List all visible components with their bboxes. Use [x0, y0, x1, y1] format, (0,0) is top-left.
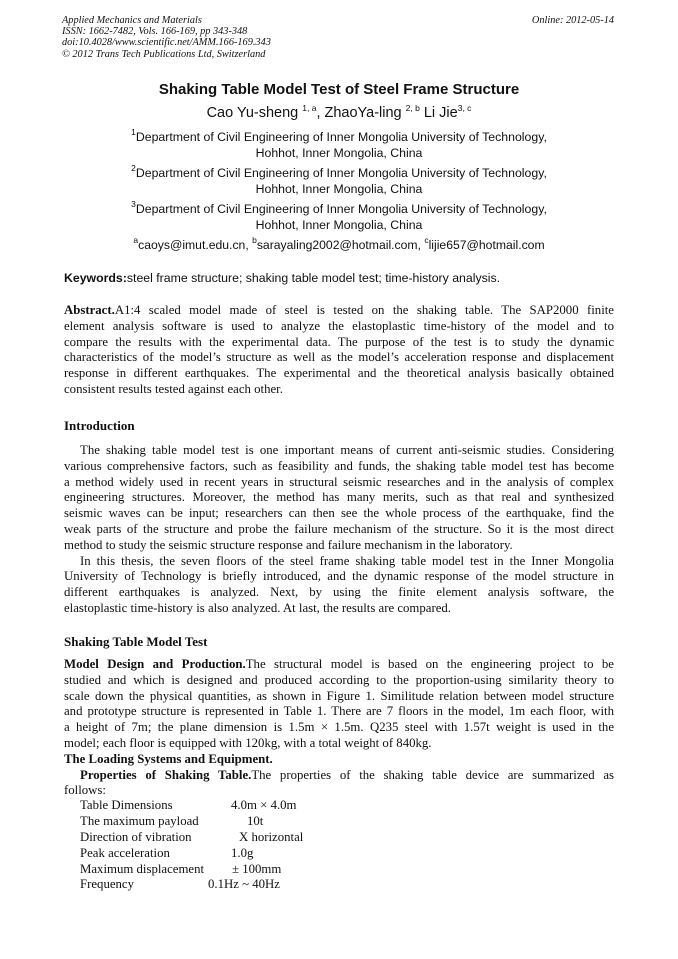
affiliation-3 — [0, 199, 678, 233]
author-affiliation-mark: 1, a — [302, 103, 317, 113]
property-value: ± 100mm — [232, 861, 282, 876]
affiliation-line: Hohhot, Inner Mongolia, China — [255, 145, 423, 160]
property-name: The maximum payload — [80, 813, 199, 828]
affiliation-number: 3 — [131, 199, 136, 209]
property-value: 0.1Hz ~ 40Hz — [208, 877, 280, 892]
body-line: elastoplastic time-history is also analyzed. At last, the results are compared. — [64, 600, 451, 615]
property-row — [80, 861, 282, 878]
body-line: studied and which is designed and produced according to the proportion-using similarity theory to — [64, 672, 614, 687]
email-address: caoys@imut.edu.cn, — [138, 238, 253, 252]
introduction-paragraph-1 — [64, 443, 614, 554]
property-row — [80, 829, 304, 846]
property-name: Direction of vibration — [80, 829, 192, 844]
abstract-line: consistent results tested against each other. — [64, 381, 283, 396]
abstract-label: Abstract. — [64, 303, 115, 317]
abstract-line: A1:4 scaled model made of steel is tested on the shaking table. The SAP2000 finite — [114, 303, 614, 317]
author-list — [0, 105, 678, 121]
property-value: 10t — [247, 813, 264, 828]
body-line: follows: — [64, 783, 106, 798]
section-heading: Shaking Table Model Test — [64, 634, 208, 649]
property-value: 4.0m × 4.0m — [231, 798, 297, 812]
keywords-text: steel frame structure; shaking table model test; time-history analysis. — [126, 271, 501, 285]
property-row — [80, 798, 297, 814]
doi-line: doi:10.4028/www.scientific.net/AMM.166-169.343 — [62, 37, 271, 49]
affiliation-line: Hohhot, Inner Mongolia, China — [255, 217, 423, 232]
body-line: different earthquakes is analyzed. Next, by using the finite element analysis software, the — [64, 585, 614, 600]
online-date: Online: 2012-05-14 — [531, 15, 614, 26]
body-line: a method widely used in recent years in structural seismic researches and in the analysis of complex — [64, 474, 614, 489]
property-row — [80, 877, 280, 893]
property-value: X horizontal — [239, 829, 304, 844]
properties-label: Properties of Shaking Table. — [80, 767, 252, 782]
body-line: method to study the seismic structure response and failure mechanism in the laboratory. — [64, 537, 513, 552]
affiliation-2 — [0, 163, 678, 197]
property-row — [80, 845, 254, 862]
keywords-label: Keywords: — [64, 271, 127, 285]
body-line: scale down the physical quantities, as shown in Figure 1. Similitude relation between model structure — [64, 688, 614, 703]
issn-line: ISSN: 1662-7482, Vols. 166-169, pp 343-348 — [62, 26, 248, 38]
affiliation-line: Hohhot, Inner Mongolia, China — [255, 181, 423, 196]
affiliation-line: Department of Civil Engineering of Inner Mongolia University of Technology, — [135, 166, 547, 180]
property-name: Frequency — [80, 877, 135, 892]
abstract — [64, 303, 614, 398]
email-address: lijie657@hotmail.com — [428, 238, 545, 252]
property-name: Maximum displacement — [80, 861, 205, 876]
author-affiliation-mark: 3, c — [457, 103, 472, 113]
keywords — [64, 271, 500, 285]
property-value: 1.0g — [231, 845, 254, 860]
body-line: various comprehensive factors, such as feasibility and funds, the shaking table model test has become — [64, 458, 614, 473]
introduction-paragraph-2 — [64, 554, 614, 617]
property-row — [80, 813, 264, 830]
email-mark: c — [424, 235, 429, 245]
introduction-heading: Introduction — [64, 418, 135, 433]
abstract-line: element analysis software is used to analyze the elastoplastic time-history of the model and to — [64, 318, 614, 333]
affiliation-line: Department of Civil Engineering of Inner Mongolia University of Technology, — [135, 130, 547, 144]
model-design-label: Model Design and Production. — [64, 657, 246, 671]
author-name: , ZhaoYa-ling — [316, 105, 406, 121]
author-emails — [0, 235, 678, 252]
author-name: Li Jie — [419, 105, 458, 121]
abstract-line: response in different earthquakes. The experimental and the theoretical analysis basically obtained — [64, 366, 614, 381]
email-address: sarayaling2002@hotmail.com, — [256, 238, 425, 252]
loading-systems-heading: The Loading Systems and Equipment. — [64, 751, 273, 766]
property-name: Peak acceleration — [80, 845, 170, 860]
body-line: The properties of the shaking table device are summarized as — [251, 767, 614, 782]
body-line: seismic waves can be input; researchers can then see the whole process of the earthquake, find the — [64, 506, 614, 521]
body-line: University of Technology is briefly introduced, and the dynamic response of the model structure in — [64, 569, 614, 584]
email-mark: a — [133, 235, 139, 245]
model-design-paragraph — [64, 657, 614, 799]
shaking-table-properties — [80, 798, 304, 893]
running-header — [62, 15, 614, 60]
body-line: engineering structures. Moreover, the method has many merits, such as that real and synthesized — [64, 490, 614, 505]
body-line: The shaking table model test is one important means of current anti-seismic studies. Considering — [80, 443, 614, 457]
affiliation-1 — [0, 127, 678, 161]
author-affiliation-mark: 2, b — [405, 103, 420, 113]
journal-name: Applied Mechanics and Materials — [62, 15, 202, 26]
property-name: Table Dimensions — [80, 798, 173, 812]
copyright-line: © 2012 Trans Tech Publications Ltd, Switzerland — [62, 48, 266, 60]
body-line: a height of 7m; the plane dimension is 1.5m × 1.5m. Q235 steel with 1.57t weight is used in the — [64, 720, 614, 735]
paper-title: Shaking Table Model Test of Steel Frame Structure — [158, 81, 520, 98]
body-line: and prototype structure is represented in Table 1. There are 7 floors in the model, 1m each floor, with — [64, 704, 614, 719]
body-line: The structural model is based on the engineering project to be — [245, 657, 614, 671]
body-line: In this thesis, the seven floors of the steel frame shaking table model test in the Inner Mongolia — [80, 553, 614, 568]
affiliation-number: 2 — [131, 163, 136, 173]
body-line: model; each floor is equipped with 120kg, with a total weight of 840kg. — [64, 735, 432, 750]
body-line: weak parts of the structure and probe the failure mechanism of the structure. So it is the most direct — [64, 521, 614, 536]
author-name: Cao Yu-sheng — [206, 105, 303, 121]
affiliation-line: Department of Civil Engineering of Inner Mongolia University of Technology, — [135, 202, 547, 216]
email-mark: b — [252, 235, 257, 245]
abstract-line: characteristics of the model’s structure as well as the model’s acceleration response and displacement — [64, 350, 614, 365]
affiliation-number: 1 — [131, 127, 136, 137]
abstract-line: compare the results with the experimental data. The purpose of the test is to study the dynamic — [64, 334, 614, 349]
